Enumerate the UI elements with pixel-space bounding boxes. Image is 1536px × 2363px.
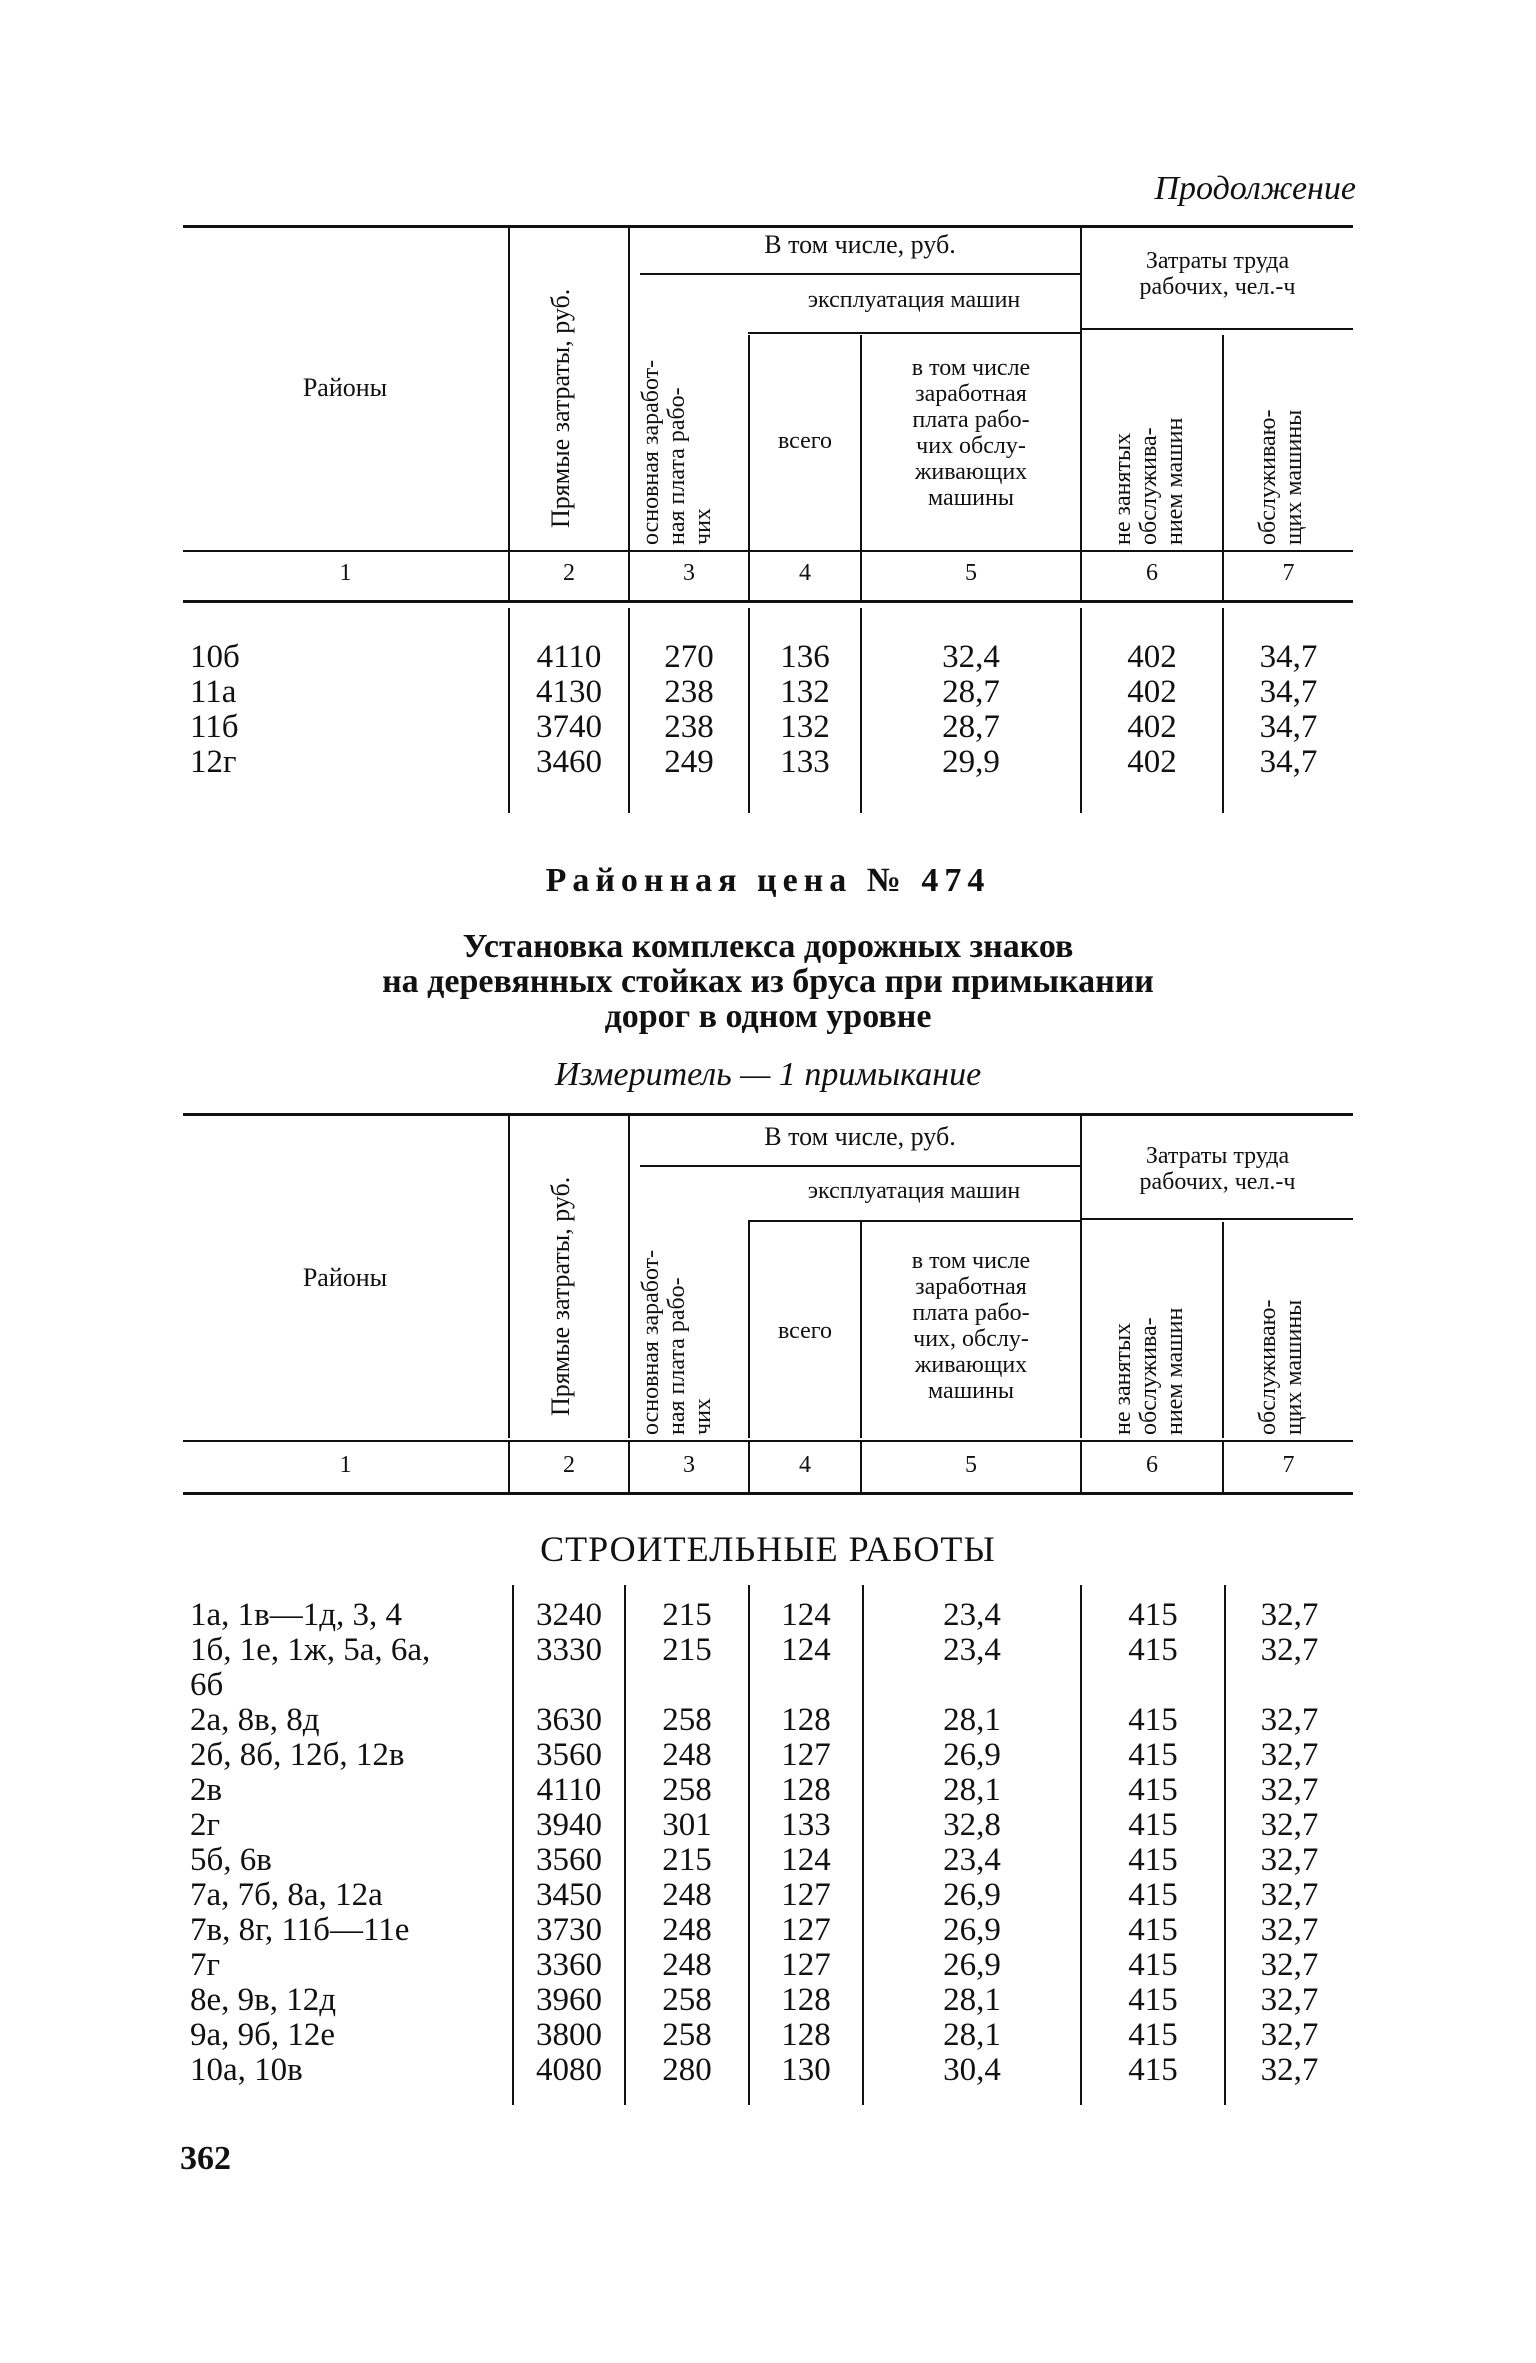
cell: 301: [662, 1807, 712, 1843]
cell: 136: [780, 639, 830, 675]
cell: 415: [1128, 1877, 1178, 1913]
cell: 124: [781, 1842, 831, 1878]
rule: [748, 332, 1080, 334]
cell: 127: [781, 1737, 831, 1773]
cell: 4110: [536, 1772, 602, 1808]
col-number: 7: [1282, 560, 1295, 586]
cell: 3560: [536, 1737, 602, 1773]
cell: 124: [781, 1597, 831, 1633]
cell-rayon: 9а, 9б, 12е: [190, 2017, 336, 2053]
cell: 258: [662, 1772, 712, 1808]
cell: 3730: [536, 1912, 602, 1948]
cell-rayon: 2г: [190, 1807, 221, 1843]
separator: [508, 552, 510, 600]
cell: 258: [662, 1702, 712, 1738]
cell: 32,7: [1260, 1877, 1319, 1913]
cell: 248: [662, 1737, 712, 1773]
continuation-label: Продолжение: [1154, 170, 1356, 207]
header-pryamye: Прямые затраты, руб.: [546, 1176, 575, 1416]
cell: 30,4: [943, 2052, 1001, 2088]
cell: 128: [781, 2017, 831, 2053]
cell: 249: [664, 744, 714, 780]
cell: 415: [1128, 1947, 1178, 1983]
header-ekspluatatsiya: эксплуатация машин: [807, 1178, 1021, 1204]
header-obsluzhivayu: обслуживаю- щих машины: [1255, 1299, 1307, 1435]
cell: 127: [781, 1912, 831, 1948]
col-number: 6: [1146, 1452, 1158, 1478]
group-title: СТРОИТЕЛЬНЫЕ РАБОТЫ: [540, 1529, 996, 1569]
header-rayony: Районы: [302, 373, 388, 402]
page-number: 362: [180, 2140, 231, 2177]
cell: 32,7: [1260, 1947, 1319, 1983]
cell: 23,4: [943, 1842, 1001, 1878]
cell: 248: [662, 1912, 712, 1948]
col-number: 4: [799, 560, 811, 586]
separator: [1222, 1222, 1224, 1438]
separator: [628, 228, 630, 550]
rule: [183, 550, 1353, 552]
cell: 4080: [536, 2052, 602, 2088]
header-pryamye: Прямые затраты, руб.: [546, 288, 575, 528]
cell: 26,9: [943, 1947, 1001, 1983]
cell: 415: [1128, 1982, 1178, 2018]
cell: 28,1: [943, 1702, 1001, 1738]
price-title: Районная цена № 474: [545, 862, 991, 899]
cell: 28,1: [943, 1772, 1001, 1808]
cell: 248: [662, 1877, 712, 1913]
measure-line: Измеритель — 1 примыкание: [554, 1056, 982, 1093]
cell-rayon: 2а, 8в, 8д: [190, 1702, 320, 1738]
cell: 32,8: [943, 1807, 1001, 1843]
cell: 32,7: [1260, 1702, 1319, 1738]
separator: [628, 552, 630, 600]
rule: [1080, 328, 1353, 330]
cell: 128: [781, 1772, 831, 1808]
cell: 32,7: [1260, 1912, 1319, 1948]
cell: 32,4: [942, 639, 1000, 675]
separator: [1222, 1442, 1224, 1492]
cell: 270: [664, 639, 714, 675]
cell: 124: [781, 1632, 831, 1668]
cell: 28,7: [942, 674, 1000, 710]
cell: 238: [664, 674, 714, 710]
header-vsego: всего: [777, 1318, 833, 1344]
separator: [1222, 552, 1224, 600]
cell: 29,9: [942, 744, 1000, 780]
col-number: 1: [339, 560, 352, 586]
cell: 248: [662, 1947, 712, 1983]
cell-rayon: 12г: [190, 744, 237, 780]
cell: 415: [1128, 2052, 1178, 2088]
cell: 258: [662, 2017, 712, 2053]
cell: 34,7: [1259, 639, 1318, 675]
cell: 238: [664, 709, 714, 745]
cell: 127: [781, 1947, 831, 1983]
cell-rayon: 8е, 9в, 12д: [190, 1982, 337, 2018]
cell: 402: [1127, 639, 1177, 675]
cell-rayon: 7а, 7б, 8а, 12а: [190, 1877, 383, 1913]
cell-rayon: 1б, 1е, 1ж, 5а, 6а, 6б: [190, 1632, 431, 1703]
cell: 133: [780, 744, 830, 780]
rule: [1080, 1218, 1353, 1220]
rule: [640, 273, 1080, 275]
header-osnovnaya: основная заработ- ная плата рабо- чих: [638, 1249, 716, 1435]
cell: 4130: [536, 674, 602, 710]
separator: [860, 552, 862, 600]
cell: 215: [662, 1632, 712, 1668]
cell: 34,7: [1259, 709, 1318, 745]
cell: 415: [1128, 1632, 1178, 1668]
header-osnovnaya: основная заработ- ная плата рабо- чих: [638, 359, 716, 545]
table2-top-rule: [183, 1113, 1353, 1116]
cell-rayon: 7г: [190, 1947, 221, 1983]
separator: [508, 1442, 510, 1492]
cell: 28,1: [943, 1982, 1001, 2018]
cell: 258: [662, 1982, 712, 2018]
cell: 32,7: [1260, 1982, 1319, 2018]
cell: 3360: [536, 1947, 602, 1983]
cell: 215: [662, 1842, 712, 1878]
header-zatraty-truda: Затраты труда рабочих, чел.-ч: [1139, 248, 1296, 300]
cell: 415: [1128, 1737, 1178, 1773]
header-v-tom-chisle: В том числе, руб.: [764, 1122, 956, 1151]
cell-rayon: 2б, 8б, 12б, 12в: [190, 1737, 405, 1773]
cell-rayon: 11а: [190, 674, 237, 710]
cell: 28,1: [943, 2017, 1001, 2053]
cell: 23,4: [943, 1632, 1001, 1668]
header-ekspluatatsiya: эксплуатация машин: [807, 287, 1021, 313]
col-number: 5: [965, 1452, 977, 1478]
separator: [860, 1442, 862, 1492]
separator: [748, 552, 750, 600]
cell: 26,9: [943, 1737, 1001, 1773]
subtitle-line-1: Установка комплекса дорожных знаков: [462, 928, 1074, 965]
cell: 127: [781, 1877, 831, 1913]
cell: 3960: [536, 1982, 602, 2018]
subtitle-line-3: дорог в одном уровне: [604, 998, 932, 1035]
cell: 32,7: [1260, 1842, 1319, 1878]
col-number: 7: [1282, 1452, 1295, 1478]
cell: 280: [662, 2052, 712, 2088]
separator: [1080, 552, 1082, 600]
cell: 415: [1128, 1807, 1178, 1843]
cell: 32,7: [1260, 2052, 1319, 2088]
separator: [628, 1116, 630, 1438]
cell: 402: [1127, 674, 1177, 710]
cell: 133: [781, 1807, 831, 1843]
col-number: 2: [563, 1452, 575, 1478]
cell: 23,4: [943, 1597, 1001, 1633]
cell-rayon: 2в: [190, 1772, 223, 1808]
cell: 32,7: [1260, 1597, 1319, 1633]
cell: 415: [1128, 2017, 1178, 2053]
cell: 3630: [536, 1702, 602, 1738]
cell: 3460: [536, 744, 602, 780]
header-rayony: Районы: [302, 1263, 388, 1292]
cell: 32,7: [1260, 2017, 1319, 2053]
cell: 26,9: [943, 1877, 1001, 1913]
col-number: 3: [683, 1452, 695, 1478]
separator: [1222, 335, 1224, 550]
cell: 26,9: [943, 1912, 1001, 1948]
cell: 402: [1127, 744, 1177, 780]
cell: 34,7: [1259, 674, 1318, 710]
col-number: 6: [1146, 560, 1158, 586]
cell: 3450: [536, 1877, 602, 1913]
cell: 3560: [536, 1842, 602, 1878]
cell: 32,7: [1260, 1632, 1319, 1668]
cell: 128: [781, 1982, 831, 2018]
header-ne-zanyatyh: не занятых обслужива- нием машин: [1110, 1307, 1188, 1435]
header-vsego: всего: [777, 428, 833, 454]
header-v-tom-chisle: В том числе, руб.: [764, 230, 956, 259]
table2-header-bottom-rule: [183, 1492, 1353, 1495]
cell: 3800: [536, 2017, 602, 2053]
cell: 32,7: [1260, 1772, 1319, 1808]
col-number: 2: [563, 560, 575, 586]
table1-header-bottom-rule: [183, 600, 1353, 603]
cell: 415: [1128, 1597, 1178, 1633]
header-obsluzhivayu: обслуживаю- щих машины: [1255, 409, 1307, 545]
rule: [748, 1220, 1080, 1222]
table1-top-rule: [183, 225, 1353, 228]
header-zatraty-truda: Затраты труда рабочих, чел.-ч: [1139, 1143, 1296, 1195]
cell: 415: [1128, 1772, 1178, 1808]
cell: 415: [1128, 1912, 1178, 1948]
cell: 4110: [536, 639, 602, 675]
cell: 32,7: [1260, 1737, 1319, 1773]
cell: 3240: [536, 1597, 602, 1633]
cell: 130: [781, 2052, 831, 2088]
separator: [1080, 1442, 1082, 1492]
header-v-tom-chisle-zp: в том числе заработная плата рабо- чих, обслу- живающих машины: [911, 1248, 1031, 1404]
cell-rayon: 7в, 8г, 11б—11е: [190, 1912, 410, 1948]
cell: 132: [780, 709, 830, 745]
col-number: 3: [683, 560, 695, 586]
cell: 402: [1127, 709, 1177, 745]
cell: 128: [781, 1702, 831, 1738]
header-ne-zanyatyh: не занятых обслужива- нием машин: [1110, 417, 1188, 545]
separator: [508, 228, 510, 550]
separator: [508, 1116, 510, 1438]
col-number: 1: [339, 1452, 352, 1478]
cell: 3740: [536, 709, 602, 745]
cell: 415: [1128, 1842, 1178, 1878]
col-number: 4: [799, 1452, 811, 1478]
cell-rayon: 10б: [190, 639, 240, 675]
rule: [640, 1165, 1080, 1167]
cell: 415: [1128, 1702, 1178, 1738]
cell-rayon: 1а, 1в—1д, 3, 4: [190, 1597, 403, 1633]
col-number: 5: [965, 560, 977, 586]
separator: [628, 1442, 630, 1492]
subtitle-line-2: на деревянных стойках из бруса при примыкании: [382, 963, 1154, 1000]
header-v-tom-chisle-zp: в том числе заработная плата рабо- чих обслу- живающих машины: [911, 355, 1031, 511]
cell-rayon: 10а, 10в: [190, 2052, 303, 2088]
cell: 132: [780, 674, 830, 710]
cell: 34,7: [1259, 744, 1318, 780]
cell-rayon: 5б, 6в: [190, 1842, 272, 1878]
cell: 32,7: [1260, 1807, 1319, 1843]
cell: 28,7: [942, 709, 1000, 745]
rule: [183, 1440, 1353, 1442]
cell: 215: [662, 1597, 712, 1633]
cell-rayon: 11б: [190, 709, 239, 745]
cell: 3330: [536, 1632, 602, 1668]
separator: [748, 1442, 750, 1492]
cell: 3940: [536, 1807, 602, 1843]
